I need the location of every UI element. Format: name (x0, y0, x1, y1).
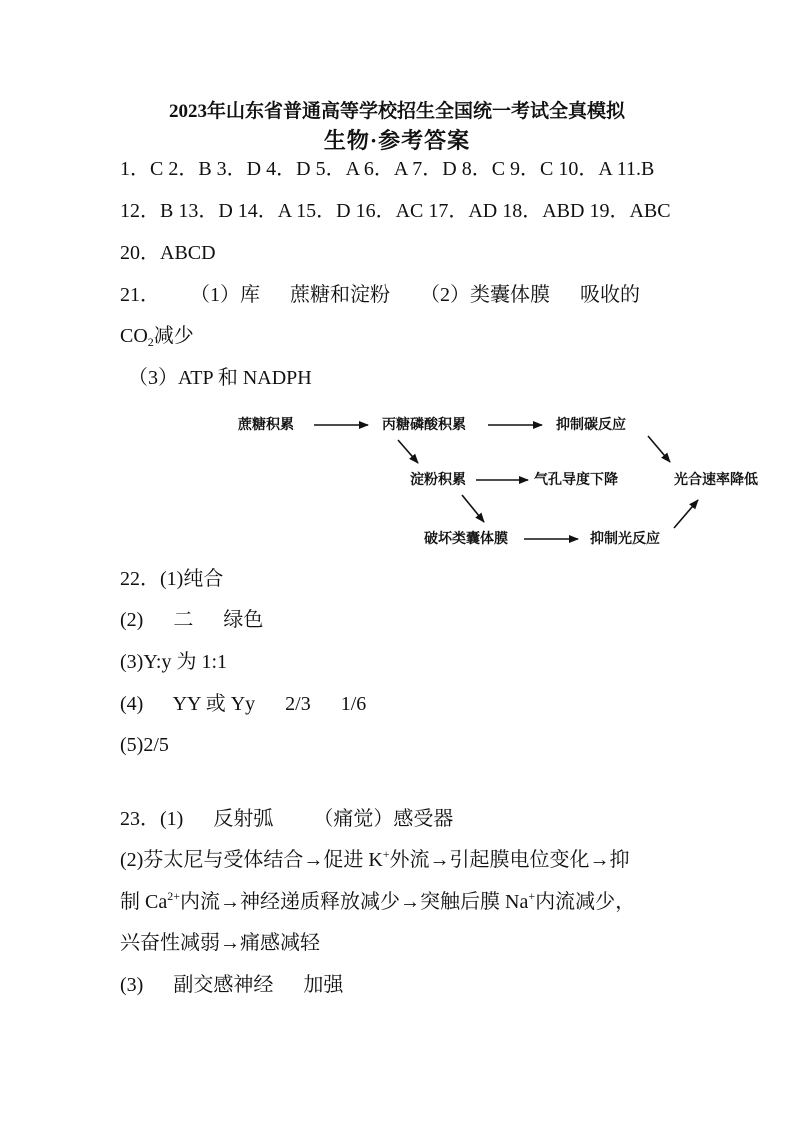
answers-line-2: 12．B 13．D 14．A 15．D 16．AC 17．AD 18．ABD 19．ABC (120, 200, 671, 222)
node-triose: 丙糖磷酸积累 (382, 417, 466, 433)
arrow-starch-to-thylakoid (462, 495, 484, 522)
answers-line-1: 1．C 2．B 3．D 4．D 5．A 6．A 7．D 8．C 9．C 10．A 11.B (120, 158, 655, 180)
q23-l3-c: 内流减少， (535, 891, 636, 913)
arrow-inhibit-carbon-to-photo-rate (648, 436, 670, 462)
node-sucrose: 蔗糖积累 (238, 417, 294, 433)
answers-line-3: 20．ABCD (120, 242, 216, 264)
q21-line-1: 21． （1）库 蔗糖和淀粉 （2）类囊体膜 吸收的 (120, 284, 640, 306)
node-thylakoid: 破坏类囊体膜 (424, 531, 508, 547)
arrow-inhibit-light-to-photo-rate (674, 500, 698, 528)
document-title: 2023年山东省普通高等学校招生全国统一考试全真模拟 (168, 101, 625, 122)
arrow-triose-to-starch (398, 440, 418, 463)
q22-line-3: (3)Y:y 为 1:1 (120, 651, 228, 673)
q23-line-3 (120, 889, 635, 915)
node-inhibit-light: 抑制光反应 (590, 531, 660, 547)
q21-co2-subscript: 2 (147, 335, 154, 349)
q21-decrease-text: 减少 (153, 325, 194, 347)
q23-l3-a: 制 Ca (120, 891, 168, 913)
node-photo-rate: 光合速率降低 (674, 472, 758, 488)
q21-co2-text: CO (120, 325, 148, 347)
q23-ca-charge: 2+ (167, 889, 180, 903)
q22-line-4: (4) YY 或 Yy 2/3 1/6 (120, 693, 367, 715)
node-stomata: 气孔导度下降 (534, 472, 618, 488)
q23-line-4: 兴奋性减弱→痛感减轻 (120, 932, 320, 954)
node-starch: 淀粉积累 (410, 472, 466, 488)
document-subtitle: 生物·参考答案 (323, 128, 471, 153)
q21-line-2 (120, 323, 194, 349)
q23-l2-b: 外流→引起膜电位变化→抑 (389, 849, 630, 871)
q23-na-charge: + (528, 889, 536, 903)
q21-line-3: （3）ATP 和 NADPH (128, 367, 312, 389)
q23-line-5: (3) 副交感神经 加强 (120, 974, 344, 996)
q23-k-charge: + (382, 847, 390, 861)
q23-line-1: 23．(1) 反射弧 （痛觉）感受器 (120, 808, 454, 830)
q22-line-5: (5)2/5 (120, 734, 169, 756)
q23-l3-b: 内流→神经递质释放减少→突触后膜 Na (180, 891, 529, 913)
q22-line-1: 22．(1)纯合 (120, 568, 224, 590)
q23-l2-a: (2)芬太尼与受体结合→促进 K (120, 849, 383, 871)
q23-line-2 (120, 847, 630, 873)
node-inhibit-carbon: 抑制碳反应 (556, 417, 626, 433)
q22-line-2: (2) 二 绿色 (120, 609, 264, 631)
